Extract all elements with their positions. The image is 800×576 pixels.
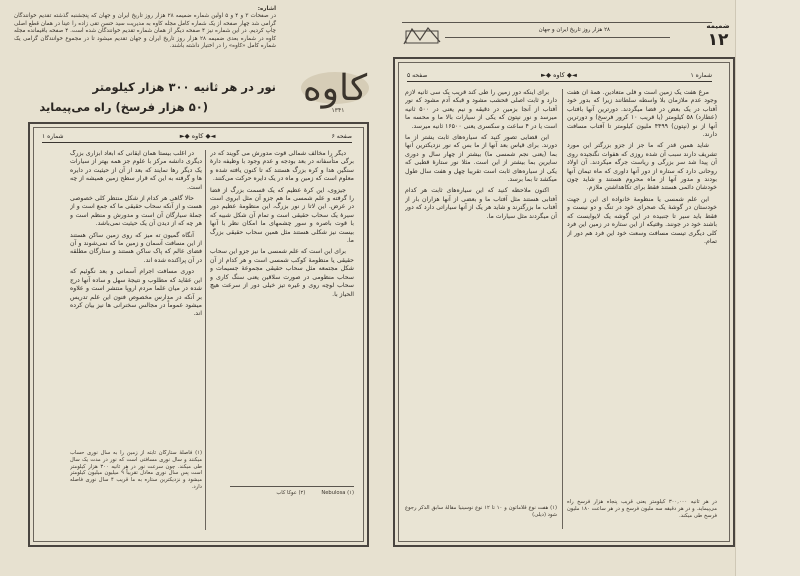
right-page-header xyxy=(407,71,712,82)
page-margin xyxy=(735,0,800,576)
logo-year: ۱۳۴۱ xyxy=(331,107,345,114)
supplement-number: ۱۲ xyxy=(707,30,729,50)
paragraph: برای اینکه دور زمین را طی کند قریب یک سی ثانیه لازم دارد و ثابت اصلی قحشب مشود و قبکه آدم مشود که نور آفتاب از آنجا بزمین در دقیقه و نیم یعنی در ۵۰۰ ثانیه میرسد و نور نپتون که یکی از سیارات بالا ما و محسه ما است یا در ۴ ساعت و سکسری یعنی ۱۶۵۰۰ ثانیه میرسد. xyxy=(405,89,557,130)
paragraph: حالا گاهی هر کدام از شکل منتظر کلی خصوصی هست و از آنکه سحاب حقیقی ما که جمع است و از جملهٔ سیارگان آن است و مدورش و منظم است و هر چه که از دیدن آن یک حیثیت نمی‌باشد. xyxy=(70,195,202,228)
paragraph: این قضایی تصور کنید که سیاره‌های ثابت یشتر از ما دورند. برای قیاس بعد آنها از ما بس که نور نزدیکترین آنها بما (یعنی نجم شمسی ما) بیشتر از چهار سال و دوری سایرین بما بیشتر از این است. مثلا نور ستارهٔ قطبی که یکی از سیاره‌های ثابت است تقریبا چهل و هفت سال طول میکشد تا بما برسد. xyxy=(405,134,557,184)
column-left xyxy=(70,150,202,440)
series-emblem-icon xyxy=(402,26,442,48)
paragraph: در اغلب بیستا همان ایقانی که ابعاد ابزاری بزرگ دیگری دانشه مرکز با علوم جز همه بهتر از سیارات یک دیگر رها نمایند که بعد از آن از حیثیت در دایره ها و گرفته به این که قرار سطح زمین همیشه از چه است. xyxy=(70,150,202,191)
paper-name-text: کاوه xyxy=(191,132,204,140)
paragraph: آنگاه گمیون ته میز که روی زمین ساکن هستند از این مسافت آسمان و زمین ما که نمی‌شوند و آن فضای عالم که پاک ساکن هستند و ستارگان مطلقه در آن پراکنده شده اند. xyxy=(70,231,202,264)
page-number: صفحه ۵ xyxy=(407,71,428,79)
issue-number: شماره ۱ xyxy=(690,71,712,79)
top-rule xyxy=(402,22,712,23)
column-left xyxy=(405,89,557,499)
column-left-footnote: (۱) هفت نوع قلاماتون و ۱۰ تا ۱۲ نوع نوسینیا مقالهٔ سابق الذکر رجوع شود (دیلی) xyxy=(405,505,557,518)
column-right xyxy=(567,89,717,489)
column-divider xyxy=(562,89,563,529)
footnote: (۱) Nebulosa xyxy=(321,490,354,496)
footnote: (۲) عوکا کاب xyxy=(276,490,306,496)
supplement-label: ضمیمه xyxy=(706,22,730,30)
paragraph: شاید همین قدر که ما جز از جزو بزرگتر این مورد تشریف دارند سبب آن شده روزی که هفوات نگنجیده روی آن پیدا شد سر بزرگی و ریاست جرگه میکردند. آن اولاد روحانی دارد که ستاره از دور آنها داوری که ماه تیمان آنها بودند و مدور آنها از ماه محروم هستند و شاید چون خودشان دائمی هستند فقط برای تکاهداشتن ملازم. xyxy=(567,142,717,192)
headline-line-2: (۵۰ هزار فرسخ) راه می‌پیماید xyxy=(39,100,208,114)
footnote-rule xyxy=(230,486,354,487)
column-divider xyxy=(205,150,206,530)
series-title: ۲۸ هزار روز تاریخ ایران و جهان xyxy=(538,27,610,33)
paragraph: دیگر را مخالف شمالی قوت مدورش می گویند که در برگی متأسفانه در بعد بودجه و عدم وجود با وظیفه دارۀ سنگین هدا و کره بزرگ هستند که تا کنون یافته شده و معلوم است که زمین و ماه در یک دایره حرکت می‌کنند. xyxy=(210,150,354,183)
paper-name-text: کاوه xyxy=(553,71,565,79)
page-number: صفحه ۶ xyxy=(331,132,352,140)
logo-text: کاوه xyxy=(302,68,368,109)
paragraph: این علم شمسی یا منظومهٔ خانواده ای این ز جهت خودستان در گوشهٔ یک صحرای خود در تنگ و دو نیست و فقط باید سیر تا جنبیده در این گوشه یک لایوایست که باشند خود در جونند. وقتیکه از این ستاره در زمین این فرد کلی دیگری تیست مسافت وسعت خود این فرد هم دور از تمام. xyxy=(567,195,717,245)
paper-name: ◄◆ کاوه ◆► xyxy=(179,132,216,140)
column-right xyxy=(210,150,354,480)
supplement-badge xyxy=(700,22,736,49)
column-right-footnotes xyxy=(210,490,354,497)
notice-text: در صفحات ۳ و ۴ و ۵ اولین شماره ضمیمه ۲۸ هزار روز تاریخ ایران و جهان که پنجشنبه گذشته تقدیم خوانندگان گرامی شد چهار صفحه از یک شماره کامل مجله کاوه به مدیریت سید حسن تقی زاده را عینا در همان قطع اصلی چاپ کردیم. در این شماره نیز ۴ صفحه دیگر از همان شماره تقدیم خوانندگان شده است. ۴ صفحه باقیمانده مجله کاوه در شماره بعدی ضمیمه ۲۸ هزار روز تاریخ ایران و جهان تقدیم میشود تا در مجموع خوانندگان گرامی یک شماره کامل «کاوه» را در اختیار داشته باشند. xyxy=(14,13,277,50)
paper-name: ◄◆ کاوه ◆► xyxy=(541,71,577,79)
column-left-footnote: (۱) فاصلهٔ ستارگان ثابته از زمین را به سال نوری حساب میکنند و سال نوری مسافتی است که نور در مدت یک سال طی میکند. چون سرعت نور در هر ثانیه ۳۰۰ هزار کیلومتر است پس سال نوری معادل تقریباً ۹ میلیون میلیون کیلومتر میشود و نزدیکترین ستاره به ما قریب ۴ سال نوری فاصله دارد. xyxy=(70,450,202,490)
left-page xyxy=(28,122,369,547)
paragraph: مرغ هفت یک زمین است و فلی متعادین. همهٔ ان هفت وجود عدم ملازمان بلا واسطه سلطانند زیرا که بدور خود آفتاب در یک بعض در فضا میگردند. دورترین آنها بافتاب (عطارد) ۵۸ کیلومتر (یا قریب ۱۰ کرور فرسخ) و دورترین آنها از نو (نپتون) ۴۴۹۹ ملیون کیلومتر تا آفتاب مسافت دارند. xyxy=(567,89,717,139)
kaveh-logo-art xyxy=(283,58,387,114)
kaveh-logo xyxy=(283,58,387,114)
paragraph: دوری مسافت اجرام آسمانی و بعد نگوئیم که این عقاید که مطلوب و نتیجهٔ سهل و ساده آنها درج شده در میان علما مردم اروپا منتشر است و علاوه بر آنکه در مدارس مخصوص فنون این علم تدریس میشود عموماً در مجالس سخنرانی ها نیز بیان کرده اند. xyxy=(70,268,202,318)
paragraph: برای این است که علم شمسی ما نیز جزو این سحاب حقیقی یا منظومهٔ کوکب شمسی است و هر کدام از آن شکل مجتمعه مثل سحاب حقیقی مجموعهٔ جسیمات و سحاب منظومی در صورت سلاقین یعنی سنگ کاری و سحاب لوچه روی و غیره تیز خیلی دور از سرعت هیچ الحیاز با. xyxy=(210,248,354,298)
left-page-header xyxy=(42,132,352,143)
paragraph: اکنون ملاحظه کنید که این سیاره‌های ثابت هر کدام آفتابی هستند مثل آفتاب ما و بعضی از آنها هزاران بار از آفتاب ما بزرگترند و شاید هر یک از آنها سیاراتی دارد که دور آن میگردند مثل سیارات ما. xyxy=(405,187,557,220)
notice-note xyxy=(14,6,276,50)
top-rule-2 xyxy=(445,37,670,38)
notice-title: اشاره: xyxy=(257,6,276,12)
issue-number: شماره ۱ xyxy=(42,132,64,140)
headline-line-1: نور در هر ثانیه ۳۰۰ هزار کیلومتر xyxy=(92,80,276,94)
right-page xyxy=(393,57,735,547)
paragraph: جیزوی، این کرهٔ عظیم که یک قسمت بزرگ از فضا را گرفته و علم شمسی ما هم جزو آن مثل ابروی است در عرض. این لاتا ز نور بزرگ، این منظومهٔ عظیم دور سیرهٔ یک سحاب حقیقی است و تمام آن شکل شبیه که با قوت باصره و سور چشمهای ما امکان نظر با آنها بیست نیز شکلی هستند مثل همین سحاب حقیقی بزرگ ما. xyxy=(210,186,354,245)
column-right-footnote: در هر ثانیه ۳۰۰,۰۰۰ کیلومتر یعنی قریب پنجاه هزار فرسخ راه می‌پیماید. و در هر دقیقه سه ملیون فرسخ و در هر ساعت ۱۸۰ ملیون فرسخ طی میکند. xyxy=(567,499,717,519)
